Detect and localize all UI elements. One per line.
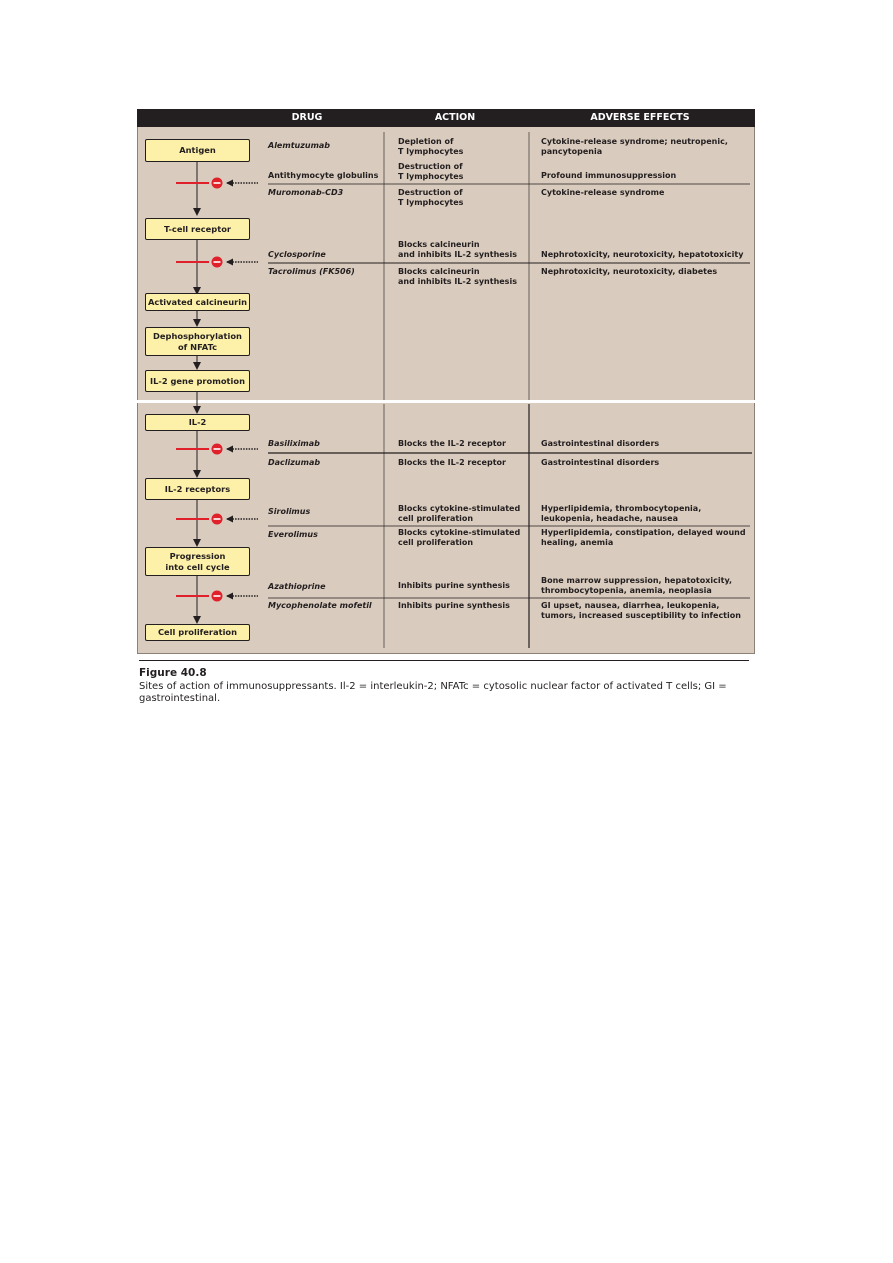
header-action: ACTION	[434, 112, 476, 123]
header-drug: DRUG	[291, 112, 323, 123]
drug-action: Inhibits purine synthesis	[398, 601, 510, 610]
drug-name: Muromonab-CD3	[268, 188, 344, 197]
drug-adverse-effects: Profound immunosuppression	[541, 171, 677, 180]
drug-adverse-effects: Cytokine-release syndrome; neutropenic, pancytopenia	[541, 137, 728, 156]
inhibition-marker-2	[176, 257, 258, 268]
drug-action: Blocks cytokine-stimulated cell proliferation	[398, 504, 521, 523]
pathway-box-activated-calcineurin: Activated calcineurin	[145, 293, 250, 311]
drug-action: Blocks the IL-2 receptor	[398, 458, 506, 467]
drug-action: Inhibits purine synthesis	[398, 581, 510, 590]
drug-adverse-effects: Gastrointestinal disorders	[541, 458, 660, 467]
drug-adverse-effects: Cytokine-release syndrome	[541, 188, 665, 197]
drug-name: Everolimus	[268, 530, 318, 539]
pathway-box-il2-receptors: IL-2 receptors	[145, 478, 250, 500]
drug-name: Alemtuzumab	[268, 141, 331, 150]
drug-name: Sirolimus	[268, 507, 311, 516]
drug-name: Daclizumab	[268, 458, 321, 467]
drug-adverse-effects: GI upset, nausea, diarrhea, leukopenia, tumors, increased susceptibility to infection	[541, 601, 741, 620]
figure-caption: Sites of action of immunosuppressants. Il-2 = interleukin-2; NFATc = cytosolic nuclear factor of activated T cells; GI = gastrointestinal.	[139, 681, 727, 704]
drug-action: Blocks calcineurin and inhibits IL-2 synthesis	[398, 240, 517, 259]
drug-action: Destruction of T lymphocytes	[398, 188, 464, 207]
inhibition-marker-4	[176, 514, 258, 525]
drug-name: Antithymocyte globulins	[268, 171, 379, 180]
caption-rule	[139, 660, 749, 661]
drug-action: Depletion of T lymphocytes	[398, 137, 464, 156]
pathway-box-cell-proliferation: Cell proliferation	[145, 624, 250, 641]
pathway-box-il2-gene-promotion: IL-2 gene promotion	[145, 370, 250, 392]
inhibition-marker-3	[176, 444, 258, 455]
drug-action: Blocks cytokine-stimulated cell proliferation	[398, 528, 521, 547]
pathway-box-il2: IL-2	[145, 414, 250, 431]
drug-name: Cyclosporine	[268, 250, 326, 259]
figure-title: Figure 40.8	[139, 667, 207, 679]
drug-name: Basiliximab	[268, 439, 320, 448]
drug-adverse-effects: Hyperlipidemia, thrombocytopenia, leukopenia, headache, nausea	[541, 504, 702, 523]
drug-adverse-effects: Bone marrow suppression, hepatotoxicity, thrombocytopenia, anemia, neoplasia	[541, 576, 733, 595]
drug-name: Tacrolimus (FK506)	[268, 267, 355, 276]
drug-adverse-effects: Gastrointestinal disorders	[541, 439, 660, 448]
header-adverse-effects: ADVERSE EFFECTS	[590, 112, 690, 123]
drug-action: Destruction of T lymphocytes	[398, 162, 464, 181]
pathway-box-antigen: Antigen	[145, 139, 250, 162]
pathway-box-t-cell-receptor: T-cell receptor	[145, 218, 250, 240]
inhibition-marker-1	[176, 178, 258, 189]
drug-adverse-effects: Hyperlipidemia, constipation, delayed wound healing, anemia	[541, 528, 746, 547]
drug-adverse-effects: Nephrotoxicity, neurotoxicity, hepatotoxicity	[541, 250, 744, 259]
drug-name: Azathioprine	[268, 582, 326, 591]
drug-action: Blocks calcineurin and inhibits IL-2 synthesis	[398, 267, 517, 286]
drug-name: Mycophenolate mofetil	[268, 601, 372, 610]
pathway-box-dephosphorylation: Dephosphorylation of NFATc	[145, 327, 250, 356]
drug-action: Blocks the IL-2 receptor	[398, 439, 506, 448]
pathway-box-progression-into-cell-cycle: Progression into cell cycle	[145, 547, 250, 576]
inhibition-marker-5	[176, 591, 258, 602]
drug-adverse-effects: Nephrotoxicity, neurotoxicity, diabetes	[541, 267, 718, 276]
